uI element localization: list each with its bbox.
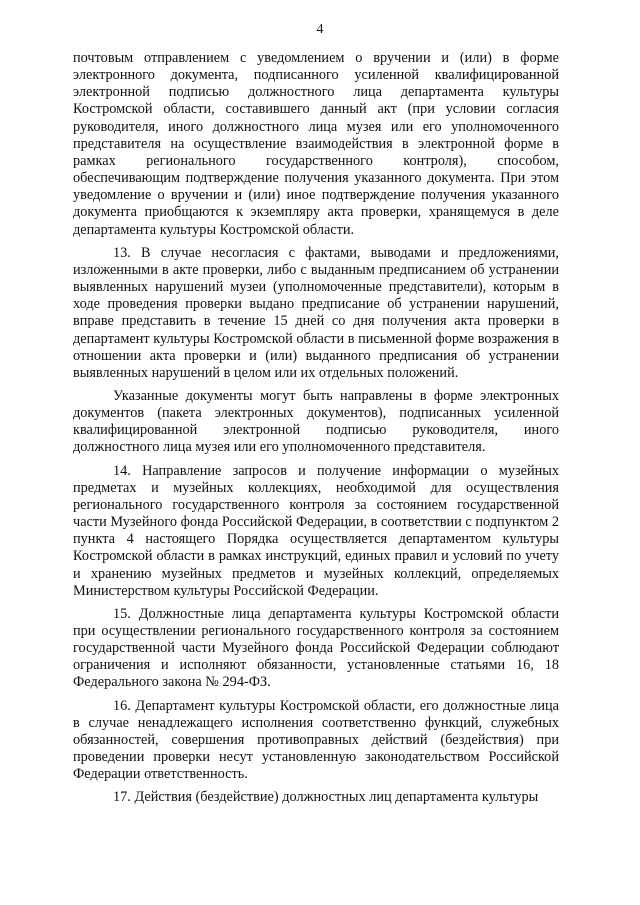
paragraph-continuation: почтовым отправлением с уведомлением о вручении и (или) в форме электронного документа, подписанного усиленной квалифицированной электронной подписью должностного лица департамента культуры Костромской области, составившего данный акт (при условии согласия руководителя, иного должностного лица музея или его уполномоченного представителя на осуществление взаимодействия в электронной форме в рамках регионального государственного контроля), способом, обеспечивающим подтверждение получения указанного документа. При этом уведомление о вручении и (или) иное подтверждение получения указанного документа приобщаются к экземпляру акта проверки, хранящемуся в деле департамента культуры Костромской области. <box>73 50 559 238</box>
paragraph-17: 17. Действия (бездействие) должностных лиц департамента культуры <box>113 789 539 806</box>
paragraph-15: 15. Должностные лица департамента культуры Костромской области при осуществлении регионального государственного контроля за состоянием государственной части Музейного фонда Российской Федерации соблюдают ограничения и исполняют обязанности, установленные статьями 16, 18 Федерального закона № 294-ФЗ. <box>73 605 559 691</box>
page-number: 4 <box>316 22 324 37</box>
paragraph-13-note: Указанные документы могут быть направлены в форме электронных документов (пакета электронных документов), подписанных усиленной квалифицированной электронной подписью руководителя, иного должностного лица музея или его уполномоченного представителя. <box>73 387 559 456</box>
paragraph-14: 14. Направление запросов и получение информации о музейных предметах и музейных коллекциях, необходимой для осуществления регионального государственного контроля за состоянием государственной части Музейного фонда Российской Федерации, в соответствии с подпунктом 2 пункта 4 настоящего Порядка осуществляется департаментом культуры Костромской области в рамках инструкций, единых правил и условий по учету и хранению музейных предметов и музейных коллекций, определяемых Министерством культуры Российской Федерации. <box>73 462 559 599</box>
paragraph-13: 13. В случае несогласия с фактами, выводами и предложениями, изложенными в акте проверки, либо с выданным предписанием об устранении выявленных нарушений музеи (уполномоченные представители), которым в ходе проведения проверки выдано предписание об устранении нарушений, вправе представить в течение 15 дней со дня получения акта проверки в департамент культуры Костромской области в письменной форме возражения в отношении акта проверки и (или) выданного предписания об устранении выявленных нарушений в целом или их отдельных положений. <box>73 244 559 381</box>
document-body <box>73 50 559 807</box>
paragraph-16: 16. Департамент культуры Костромской области, его должностные лица в случае ненадлежащего исполнения соответственно функций, служебных обязанностей, совершения противоправных действий (бездействия) при проведении проверки несут установленную законодательством Российской Федерации ответственность. <box>73 697 559 783</box>
